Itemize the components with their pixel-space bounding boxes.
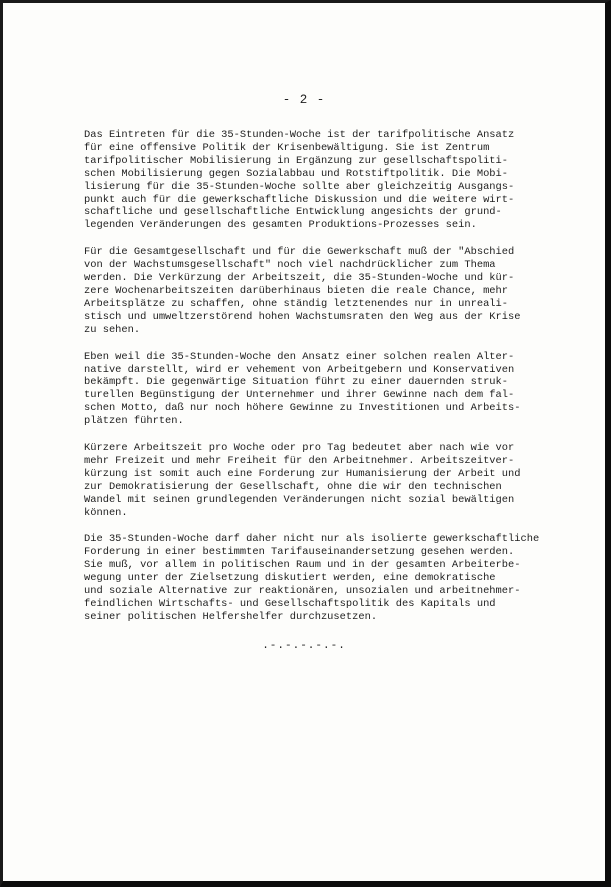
paragraph-2 xyxy=(84,246,582,336)
text-line: stisch und umweltzerstörend hohen Wachstumsraten den Weg aus der Krise xyxy=(84,310,521,323)
text-line: Wandel mit seinen grundlegenden Veränderungen nicht sozial bewältigen xyxy=(84,493,515,506)
end-mark: .-.-.-.-.-. xyxy=(262,640,346,652)
text-line: Eben weil die 35-Stunden-Woche den Ansatz einer solchen realen Alter- xyxy=(84,350,515,363)
text-line: schen Mobilisierung gegen Sozialabbau und Rotstiftpolitik. Die Mobi- xyxy=(84,167,509,180)
text-line: Forderung in einer bestimmten Tarifauseinandersetzung gesehen werden. xyxy=(84,546,515,559)
text-line: wegung unter der Zielsetzung diskutiert werden, eine demokratische xyxy=(84,572,496,585)
text-line: native darstellt, wird er vehement von Arbeitgebern und Konservativen xyxy=(84,363,515,376)
text-line: Die 35-Stunden-Woche darf daher nicht nur als isolierte gewerkschaftliche xyxy=(84,533,540,546)
text-line: Arbeitsplätze zu schaffen, ohne ständig letztenendes nur in unreali- xyxy=(84,297,509,310)
text-line: bekämpft. Die gegenwärtige Situation führt zu einer dauernden struk- xyxy=(84,376,509,389)
text-line: Für die Gesamtgesellschaft und für die Gewerkschaft muß der "Abschied xyxy=(84,246,515,259)
paragraph-3 xyxy=(84,351,582,428)
text-line: zere Wochenarbeitszeiten darüberhinaus bieten die reale Chance, mehr xyxy=(84,284,509,297)
text-line: und soziale Alternative zur reaktionären, unsozialen und arbeitnehmer- xyxy=(84,585,521,598)
text-line: tarifpolitischer Mobilisierung in Ergänzung zur gesellschaftspoliti- xyxy=(84,154,509,167)
text-line: Das Eintreten für die 35-Stunden-Woche ist der tarifpolitische Ansatz xyxy=(84,129,515,141)
text-line: für eine offensive Politik der Krisenbewältigung. Sie ist Zentrum xyxy=(84,141,490,154)
paragraph-1 xyxy=(84,129,582,232)
text-line: feindlichen Wirtschafts- und Gesellschaftspolitik des Kapitals und xyxy=(84,598,496,610)
paragraph-4 xyxy=(84,442,582,519)
text-line: zur Demokratisierung der Gesellschaft, ohne die wir den technischen xyxy=(84,480,502,493)
text-line: werden. Die Verkürzung der Arbeitszeit, die 35-Stunden-Woche und kür- xyxy=(84,272,515,285)
text-line: schen Motto, daß nur noch höhere Gewinne zu Investitionen und Arbeits- xyxy=(84,402,521,415)
text-line: kürzung ist somit auch eine Forderung zur Humanisierung der Arbeit und xyxy=(84,467,521,480)
text-line: legenden Veränderungen des gesamten Produktions-Prozesses sein. xyxy=(84,219,477,232)
text-line: turellen Begünstigung der Unternehmer und ihrer Gewinne nach dem fal- xyxy=(84,389,515,402)
text-line: zu sehen. xyxy=(84,323,141,336)
text-line: mehr Freizeit und mehr Freiheit für den Arbeitnehmer. Arbeitszeitver- xyxy=(84,454,515,467)
text-line: von der Wachstumsgesellschaft" noch viel nachdrücklicher zum Thema xyxy=(84,259,496,272)
text-line: Kürzere Arbeitszeit pro Woche oder pro Tag bedeutet aber nach wie vor xyxy=(84,442,515,455)
text-line: Sie muß, vor allem in politischen Raum und in der gesamten Arbeiterbe- xyxy=(84,559,521,572)
paragraph-5 xyxy=(84,533,582,623)
text-line: lisierung für die 35-Stunden-Woche sollte aber gleichzeitig Ausgangs- xyxy=(84,180,515,193)
page-number: - 2 - xyxy=(282,93,326,107)
text-line: plätzen führten. xyxy=(84,415,184,428)
text-line: punkt auch für die gewerkschaftliche Diskussion und die weitere wirt- xyxy=(84,193,515,206)
text-line: schaftliche und gesellschaftliche Entwicklung angesichts der grund- xyxy=(84,206,502,219)
text-line: können. xyxy=(84,506,128,519)
text-line: seiner politischen Helfershelfer durchzusetzen. xyxy=(84,610,378,623)
document-body xyxy=(84,129,582,638)
